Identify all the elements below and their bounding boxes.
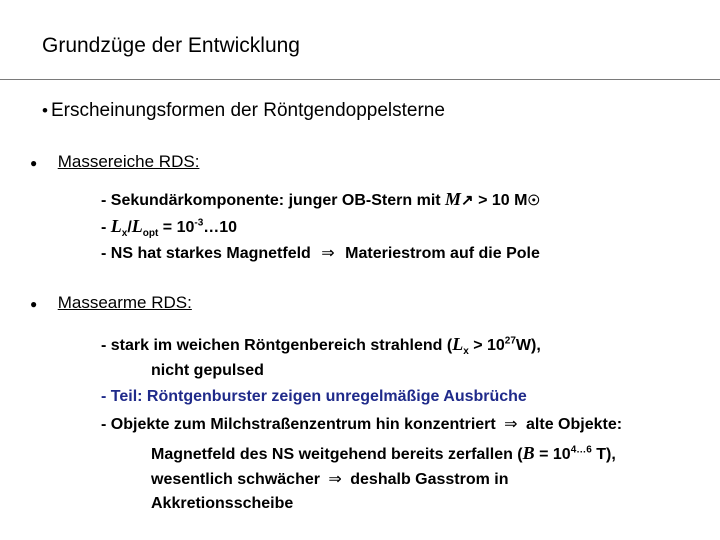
subscript: opt — [142, 228, 159, 240]
massearme-line-7: Akkretionsscheibe — [151, 495, 294, 512]
text-segment: …10 — [203, 219, 238, 236]
text-segment: > 10 — [468, 337, 505, 354]
title-divider — [0, 79, 720, 80]
text-segment: - NS hat starkes Magnetfeld — [101, 245, 316, 262]
implies-arrow: ⇒ — [504, 416, 518, 433]
text-segment: - Sekundärkomponente: junger OB-Stern mit — [101, 192, 446, 209]
text-segment: W), — [515, 337, 541, 354]
superscript: 4…6 — [570, 444, 592, 456]
massearme-line-2: nicht gepulsed — [151, 362, 264, 379]
subscript: x — [463, 346, 469, 358]
text-segment: wesentlich schwächer — [151, 471, 325, 488]
text-segment: > 10 M — [473, 192, 528, 209]
luminosity-symbol: L — [131, 216, 143, 236]
massereiche-line-1: - Sekundärkomponente: junger OB-Stern mit M↗ > 10 M☉ — [101, 189, 540, 209]
massereiche-bullet: ● — [30, 156, 38, 170]
massereiche-item — [30, 152, 199, 172]
massearme-line-5 — [151, 443, 616, 464]
text-segment: - stark im weichen Röntgenbereich strahlend ( — [101, 337, 453, 354]
text-segment: / — [127, 219, 132, 236]
luminosity-symbol: L — [110, 216, 122, 236]
text-segment: T), — [591, 446, 616, 463]
massearme-line-3: - Teil: Röntgenburster zeigen unregelmäßige Ausbrüche — [101, 388, 527, 405]
mass-symbol: M — [445, 189, 462, 209]
text-segment: - Objekte zum Milchstraßenzentrum hin konzentriert — [101, 416, 501, 433]
superscript: -3 — [194, 217, 204, 229]
massearme-item — [30, 293, 192, 313]
heading-bullet: • — [42, 101, 48, 120]
massearme-line-1 — [101, 334, 541, 357]
heading-text: Erscheinungsformen der Röntgendoppelsterne — [50, 100, 445, 121]
massereiche-line-3 — [101, 243, 540, 263]
massearme-bullet: ● — [30, 297, 38, 311]
implies-arrow: ⇒ — [321, 245, 335, 262]
subscript: x — [121, 228, 128, 240]
text-segment: = 10 — [158, 219, 195, 236]
implies-arrow: ⇒ — [328, 471, 342, 488]
text-segment: alte Objekte: — [521, 416, 623, 433]
section-heading — [42, 100, 445, 122]
massearme-line-4 — [101, 414, 622, 434]
massereiche-label: Massereiche RDS: — [57, 152, 200, 171]
text-segment: = 10 — [534, 446, 571, 463]
massereiche-line-2 — [101, 216, 237, 239]
massearme-label: Massearme RDS: — [57, 293, 192, 312]
slide-title: Grundzüge der Entwicklung — [42, 34, 300, 57]
text-segment: - — [101, 219, 111, 236]
text-segment: Materiestrom auf die Pole — [340, 245, 540, 262]
field-symbol: B — [522, 443, 535, 463]
luminosity-symbol: L — [452, 334, 464, 354]
superscript: 27 — [504, 335, 516, 347]
text-segment: Magnetfeld des NS weitgehend bereits zerfallen ( — [151, 446, 523, 463]
massearme-line-6 — [151, 469, 509, 489]
text-segment: deshalb Gasstrom in — [345, 471, 509, 488]
